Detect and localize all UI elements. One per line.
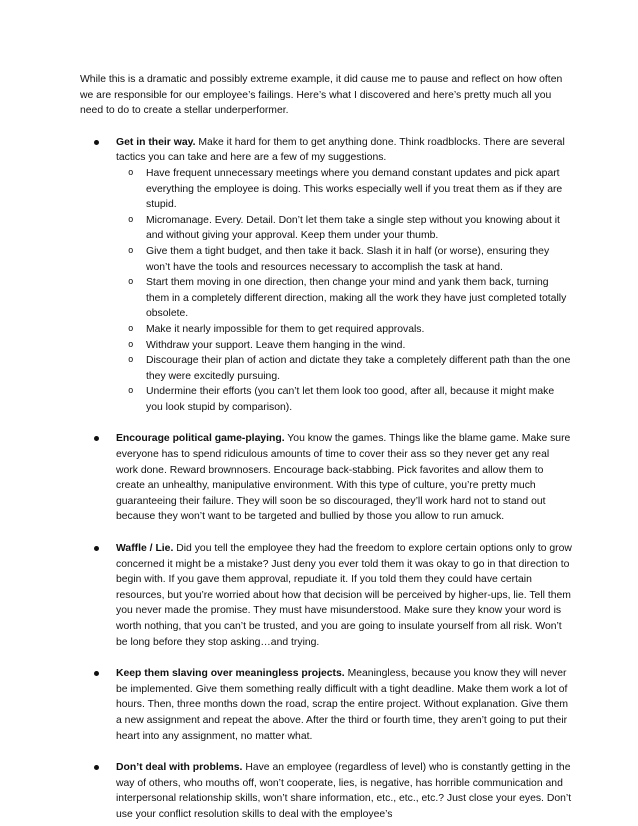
sub-item-text: Have frequent unnecessary meetings where you demand constant updates and pick apart everything the employee is doing. This works especially well if you treat them as if they are stupid. [146,167,563,211]
sub-item [116,166,572,213]
bullet-lead: Don’t deal with problems. [116,762,243,774]
bullet-icon [94,436,99,441]
circle-bullet-icon: o [128,214,134,225]
bullet-lead: Keep them slaving over meaningless projects. [116,668,345,680]
sub-item [116,244,572,275]
bullet-icon [94,140,99,145]
bullet-icon [94,765,99,770]
sub-item [116,322,572,338]
sub-item-text: Give them a tight budget, and then take it back. Slash it in half (or worse), ensuring they won’t have the tools and resources necessary to accomplish the task at hand. [146,245,550,273]
sub-item-text: Undermine their efforts (you can’t let them look too good, after all, because it might make you look stupid by comparison). [146,386,555,413]
bullet-text: Have an employee (regardless of level) who is constantly getting in the way of others, who mouths off, won’t cooperate, lies, is negative, has horrible communication and interpersonal relationship skills, won’t share information, etc., etc., etc.? Just close your eyes. Don’t use your conflict resolution skills to deal with the employee’s [116,762,572,820]
sub-item-text: Withdraw your support. Leave them hanging in the wind. [146,339,406,351]
circle-bullet-icon: o [128,167,134,178]
sub-item-text: Micromanage. Every. Detail. Don’t let them take a single step without you knowing about it and without giving your approval. Keep them under your thumb. [146,214,560,242]
sub-item-text: Make it nearly impossible for them to get required approvals. [146,323,425,335]
bullet-lead: Waffle / Lie. [116,543,174,555]
sub-item [116,338,572,354]
circle-bullet-icon: o [128,386,134,397]
circle-bullet-icon: o [128,355,134,366]
circle-bullet-icon: o [128,245,134,256]
bullet-text: Make it hard for them to get anything done. Think roadblocks. There are several tactics you can take and here are a few of my suggestions. [116,136,565,164]
sub-item [116,213,572,244]
bullet-item [80,666,572,744]
sub-list [116,166,572,416]
bullet-lead: Get in their way. [116,136,196,148]
bullet-item [80,135,572,416]
bullet-item [80,431,572,525]
circle-bullet-icon: o [128,323,134,334]
sub-item [116,353,572,384]
bullet-icon [94,546,99,551]
sub-item-text: Start them moving in one direction, then change your mind and yank them back, turning them in a completely different direction, making all the work they have just completed totally obsolete. [146,277,567,320]
circle-bullet-icon: o [128,339,134,350]
sub-item [116,275,572,322]
bullet-lead: Encourage political game-playing. [116,433,285,445]
bullet-icon [94,671,99,676]
bullet-text: You know the games. Things like the blame game. Make sure everyone has to spend ridiculous amounts of time to cover their ass so they never get any real work done. Reward brownnosers. Encourage back-stabbing. Pick favorites and allow them to create an unhealthy, manipulative environment. With this type of culture, you’re pretty much guaranteeing their failure. They will soon be so discouraged, they’ll work hard not to stand out because they won’t want to be targeted and bullied by those you allow to run amuck. [116,433,571,523]
sub-item [116,384,572,415]
bullet-item [80,541,572,650]
bullet-text: Meaningless, because you know they will never be implemented. Give them something really difficult with a tight deadline. Make them work a lot of hours. Then, three months down the road, scrap the entire project. Without explanation. Give them a new assignment and repeat the above. After the third or fourth time, they aren’t going to put their heart into any assignment, no matter what. [116,668,569,742]
bullet-list [80,135,572,823]
sub-item-text: Discourage their plan of action and dictate they take a completely different path than the one they were excitedly pursuing. [146,355,571,382]
intro-paragraph: While this is a dramatic and possibly extreme example, it did cause me to pause and reflect on how often we are responsible for our employee’s failings. Here’s what I discovered and here’s pretty much all you need to do to create a stellar underperformer. [80,74,563,117]
circle-bullet-icon: o [128,277,134,288]
bullet-item [80,760,572,822]
bullet-text: Did you tell the employee they had the freedom to explore certain options only to grow concerned it might be a mistake? Just deny you ever told them it was okay to go in that direction to begin with. If you gave them approval, repudiate it. If you told them they could have certain resources, but you’re worried about how that decision will be perceived by higher-ups, lie. Tell them you never made the promise. They must have misunderstood. Make sure they know your word is worth nothing, that you can’t be trusted, and you are going to insulate yourself from all risk. Won’t be long before they stop asking…and trying. [116,543,572,648]
